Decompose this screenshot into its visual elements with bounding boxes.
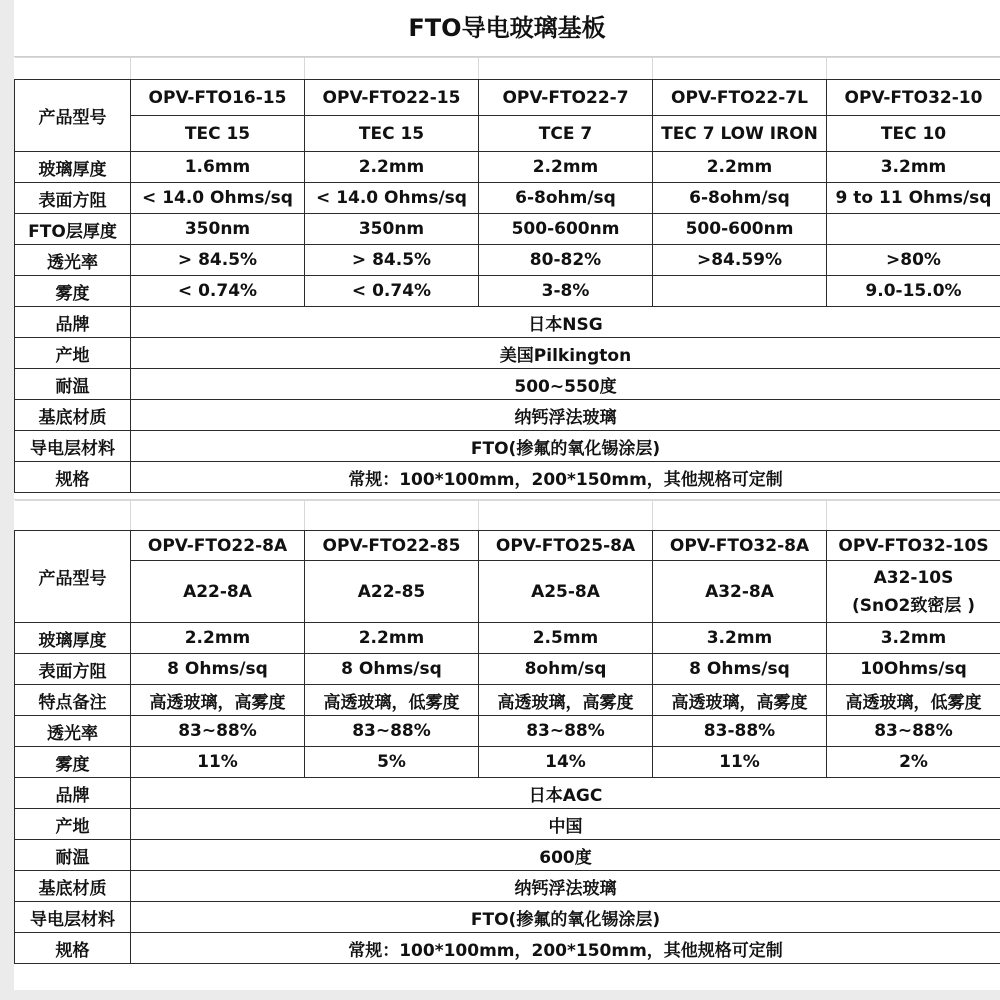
row-label: 产地 (15, 338, 131, 369)
row-label: 透光率 (15, 245, 131, 276)
grade-cell: A22-85 (305, 561, 479, 623)
value-cell: 2.5mm (479, 623, 653, 654)
table-row (15, 338, 1000, 369)
value-cell: 2.2mm (653, 152, 827, 183)
value-cell: 8 Ohms/sq (131, 654, 305, 685)
value-cell: 500-600nm (653, 214, 827, 245)
grade-row (15, 561, 1000, 623)
value-cell: 6-8ohm/sq (479, 183, 653, 214)
value-cell: 500-600nm (479, 214, 653, 245)
value-cell: > 84.5% (131, 245, 305, 276)
table-row (15, 400, 1000, 431)
value-cell: 3.2mm (653, 623, 827, 654)
grade-cell: TEC 15 (131, 116, 305, 152)
grade-value: A32-10S (873, 567, 954, 588)
model-cell: OPV-FTO22-8A (131, 531, 305, 561)
value-cell: 8 Ohms/sq (653, 654, 827, 685)
row-label: FTO层厚度 (15, 214, 131, 245)
value-cell (827, 214, 1000, 245)
merged-value-cell: FTO(掺氟的氧化锡涂层) (131, 431, 1000, 462)
row-label: 规格 (15, 462, 131, 493)
row-label: 导电层材料 (15, 431, 131, 462)
model-label: 产品型号 (15, 80, 131, 152)
value-cell: 3.2mm (827, 152, 1000, 183)
value-cell: 83~88% (479, 716, 653, 747)
model-cell: OPV-FTO25-8A (479, 531, 653, 561)
merged-value-cell: 纳钙浮法玻璃 (131, 871, 1000, 902)
value-cell: 11% (653, 747, 827, 778)
row-label: 表面方阻 (15, 654, 131, 685)
table-row (15, 183, 1000, 214)
value-cell: 350nm (131, 214, 305, 245)
table-row (15, 152, 1000, 183)
model-cell: OPV-FTO22-85 (305, 531, 479, 561)
value-cell: 2% (827, 747, 1000, 778)
row-label: 耐温 (15, 840, 131, 871)
row-label: 表面方阻 (15, 183, 131, 214)
row-label: 基底材质 (15, 400, 131, 431)
merged-value-cell: 日本AGC (131, 778, 1000, 809)
value-cell: 3.2mm (827, 623, 1000, 654)
model-cell: OPV-FTO22-7 (479, 80, 653, 116)
value-cell: 8 Ohms/sq (305, 654, 479, 685)
grade-cell (827, 561, 1000, 623)
value-cell: 9.0-15.0% (827, 276, 1000, 307)
table-row (15, 214, 1000, 245)
model-cell: OPV-FTO22-15 (305, 80, 479, 116)
grade-cell: TEC 10 (827, 116, 1000, 152)
table-row (15, 716, 1000, 747)
value-cell: >84.59% (653, 245, 827, 276)
value-cell: 11% (131, 747, 305, 778)
model-cell: OPV-FTO22-7L (653, 80, 827, 116)
table-row (15, 902, 1000, 933)
spacer-row (15, 58, 1000, 80)
spacer-row (15, 501, 1000, 531)
merged-value-cell: 常规：100*100mm，200*150mm，其他规格可定制 (131, 462, 1000, 493)
value-cell: 高透玻璃，高雾度 (479, 685, 653, 716)
merged-value-cell: 600度 (131, 840, 1000, 871)
model-row (15, 531, 1000, 561)
value-cell: 10Ohms/sq (827, 654, 1000, 685)
model-cell: OPV-FTO32-8A (653, 531, 827, 561)
value-cell: 83~88% (131, 716, 305, 747)
value-cell: 1.6mm (131, 152, 305, 183)
row-label: 特点备注 (15, 685, 131, 716)
row-label: 产地 (15, 809, 131, 840)
value-cell: 高透玻璃，高雾度 (653, 685, 827, 716)
model-cell: OPV-FTO16-15 (131, 80, 305, 116)
grade-cell: TEC 7 LOW IRON (653, 116, 827, 152)
value-cell: >80% (827, 245, 1000, 276)
row-label: 透光率 (15, 716, 131, 747)
grade-cell: A22-8A (131, 561, 305, 623)
value-cell: < 14.0 Ohms/sq (131, 183, 305, 214)
row-label: 玻璃厚度 (15, 623, 131, 654)
row-label: 雾度 (15, 276, 131, 307)
value-cell: < 0.74% (305, 276, 479, 307)
value-cell: 5% (305, 747, 479, 778)
grade-cell: TCE 7 (479, 116, 653, 152)
table-separator (14, 493, 1000, 500)
table-row (15, 840, 1000, 871)
value-cell: 14% (479, 747, 653, 778)
grade-cell: A32-8A (653, 561, 827, 623)
model-row (15, 80, 1000, 116)
table-row (15, 369, 1000, 400)
value-cell: 83-88% (653, 716, 827, 747)
value-cell (653, 276, 827, 307)
model-label: 产品型号 (15, 531, 131, 623)
table-row (15, 871, 1000, 902)
table-row (15, 245, 1000, 276)
value-cell: 83~88% (827, 716, 1000, 747)
table-row (15, 809, 1000, 840)
table-row (15, 933, 1000, 964)
value-cell: 2.2mm (131, 623, 305, 654)
value-cell: 83~88% (305, 716, 479, 747)
grade-note: (SnO2致密层 ) (851, 595, 976, 616)
table-row (15, 685, 1000, 716)
merged-value-cell: 500~550度 (131, 369, 1000, 400)
spec-sheet (14, 0, 1000, 990)
merged-value-cell: 美国Pilkington (131, 338, 1000, 369)
merged-value-cell: 纳钙浮法玻璃 (131, 400, 1000, 431)
merged-value-cell: FTO(掺氟的氧化锡涂层) (131, 902, 1000, 933)
value-cell: 2.2mm (479, 152, 653, 183)
value-cell: 高透玻璃，低雾度 (827, 685, 1000, 716)
row-label: 耐温 (15, 369, 131, 400)
value-cell: 350nm (305, 214, 479, 245)
value-cell: 高透玻璃，低雾度 (305, 685, 479, 716)
value-cell: 80-82% (479, 245, 653, 276)
table-row (15, 747, 1000, 778)
value-cell: 2.2mm (305, 152, 479, 183)
table-row (15, 778, 1000, 809)
row-label: 玻璃厚度 (15, 152, 131, 183)
grade-row (15, 116, 1000, 152)
row-label: 规格 (15, 933, 131, 964)
grade-cell: A25-8A (479, 561, 653, 623)
table-row (15, 654, 1000, 685)
model-cell: OPV-FTO32-10S (827, 531, 1000, 561)
value-cell: < 14.0 Ohms/sq (305, 183, 479, 214)
page-title: FTO导电玻璃基板 (14, 0, 1000, 57)
value-cell: 9 to 11 Ohms/sq (827, 183, 1000, 214)
table-row (15, 307, 1000, 338)
row-label: 品牌 (15, 778, 131, 809)
row-label: 雾度 (15, 747, 131, 778)
value-cell: 8ohm/sq (479, 654, 653, 685)
table-row (15, 623, 1000, 654)
value-cell: > 84.5% (305, 245, 479, 276)
spec-table-nsg (14, 57, 1000, 493)
table-row (15, 462, 1000, 493)
value-cell: 2.2mm (305, 623, 479, 654)
grade-cell: TEC 15 (305, 116, 479, 152)
row-label: 导电层材料 (15, 902, 131, 933)
value-cell: 3-8% (479, 276, 653, 307)
merged-value-cell: 日本NSG (131, 307, 1000, 338)
value-cell: 高透玻璃，高雾度 (131, 685, 305, 716)
value-cell: < 0.74% (131, 276, 305, 307)
merged-value-cell: 中国 (131, 809, 1000, 840)
table-row (15, 431, 1000, 462)
merged-value-cell: 常规：100*100mm，200*150mm，其他规格可定制 (131, 933, 1000, 964)
row-label: 品牌 (15, 307, 131, 338)
row-label: 基底材质 (15, 871, 131, 902)
table-row (15, 276, 1000, 307)
value-cell: 6-8ohm/sq (653, 183, 827, 214)
model-cell: OPV-FTO32-10 (827, 80, 1000, 116)
spec-table-agc (14, 500, 1000, 964)
